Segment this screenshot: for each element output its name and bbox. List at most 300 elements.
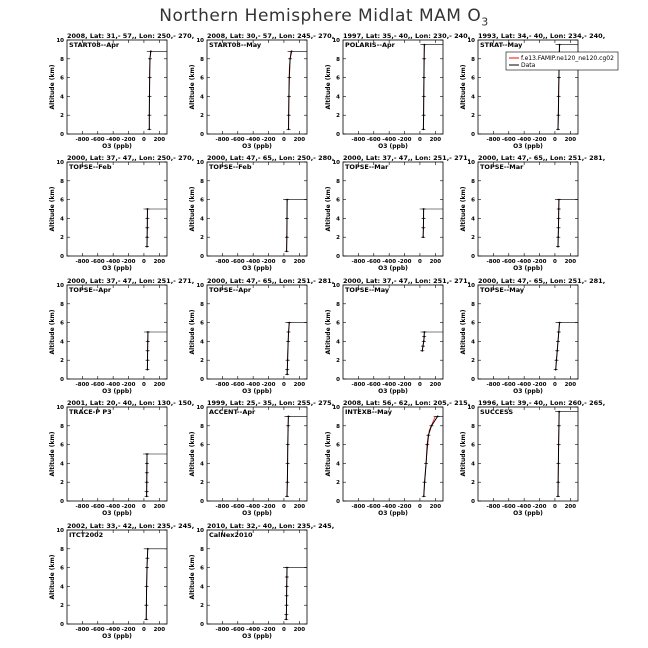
y-tick-label: 8 xyxy=(471,178,475,185)
data-point xyxy=(423,114,425,116)
data-point xyxy=(149,58,151,60)
figure-title: Northern Hemisphere Midlat MAM $O_3$ xyxy=(159,6,489,29)
y-axis-label: Altitude (km) xyxy=(189,431,196,477)
data-point xyxy=(286,481,288,483)
x-tick-label: -400 xyxy=(382,259,397,265)
x-tick-label: 0 xyxy=(142,137,146,143)
x-tick-label: 200 xyxy=(293,137,306,143)
y-tick-label: 4 xyxy=(471,461,475,468)
y-tick-label: 0 xyxy=(471,254,475,260)
x-tick-label: -200 xyxy=(397,382,412,388)
x-tick-label: -800 xyxy=(75,504,90,510)
y-axis-label: Altitude (km) xyxy=(189,309,196,355)
y-tick-label: 0 xyxy=(200,622,204,628)
data-point xyxy=(422,236,424,238)
x-tick-label: 0 xyxy=(282,259,286,265)
x-tick-label: -400 xyxy=(517,259,532,265)
y-tick-label: 6 xyxy=(60,442,64,449)
y-tick-label: 6 xyxy=(471,442,475,449)
x-tick-label: -800 xyxy=(215,627,230,633)
data-point xyxy=(145,618,147,620)
x-tick-label: -200 xyxy=(532,259,547,265)
x-tick-label: -200 xyxy=(121,382,136,388)
y-tick-label: 2 xyxy=(336,480,340,487)
x-tick-label: -400 xyxy=(246,382,261,388)
panel-header: 1996, Lat: 39,- 40,, Lon: 260,- 265, xyxy=(478,399,606,407)
panel-campaign-label: START08--Apr xyxy=(69,41,120,49)
data-point xyxy=(146,567,148,569)
data-point xyxy=(423,58,425,60)
data-point xyxy=(423,77,425,79)
y-tick-label: 8 xyxy=(200,301,204,308)
x-tick-label: -800 xyxy=(215,137,230,143)
x-tick-label: -600 xyxy=(366,504,381,510)
y-axis-label: Altitude (km) xyxy=(49,554,56,600)
y-tick-label: 4 xyxy=(336,461,340,468)
data-point xyxy=(558,425,560,427)
panel-header: 1999, Lat: 25,- 35,, Lon: 255,- 275, xyxy=(207,399,335,407)
data-point xyxy=(288,77,290,79)
data-point xyxy=(147,359,149,361)
x-tick-label: -400 xyxy=(106,259,121,265)
data-series-line xyxy=(286,568,287,620)
panel-frame xyxy=(478,162,578,256)
x-tick-label: 200 xyxy=(153,259,166,265)
y-axis-label: Altitude (km) xyxy=(189,186,196,232)
x-axis-label: O3 (ppb) xyxy=(513,265,543,272)
data-point xyxy=(557,114,559,116)
y-tick-label: 10 xyxy=(196,160,204,166)
x-tick-label: -800 xyxy=(486,137,501,143)
panel-header: 1993, Lat: 34,- 40,, Lon: 234,- 240, xyxy=(478,32,606,40)
y-tick-label: 8 xyxy=(336,178,340,185)
y-tick-label: 2 xyxy=(200,603,204,610)
x-tick-label: -600 xyxy=(90,627,105,633)
data-series-line xyxy=(423,45,424,130)
x-tick-label: -600 xyxy=(366,259,381,265)
data-point xyxy=(556,350,558,352)
y-tick-label: 2 xyxy=(200,358,204,365)
y-tick-label: 0 xyxy=(60,499,64,505)
data-point xyxy=(285,614,287,616)
y-tick-label: 8 xyxy=(336,301,340,308)
x-axis-label: O3 (ppb) xyxy=(102,388,132,395)
data-series-line xyxy=(289,51,292,129)
y-tick-label: 10 xyxy=(196,405,204,411)
x-tick-label: -600 xyxy=(230,382,245,388)
data-point xyxy=(558,331,560,333)
x-tick-label: -400 xyxy=(246,627,261,633)
panel-frame xyxy=(67,530,167,624)
x-tick-label: -600 xyxy=(501,382,516,388)
x-tick-label: -200 xyxy=(261,259,276,265)
x-axis-label: O3 (ppb) xyxy=(378,265,408,272)
x-tick-label: -400 xyxy=(517,504,532,510)
y-tick-label: 4 xyxy=(471,216,475,223)
y-tick-label: 6 xyxy=(471,75,475,82)
x-tick-label: 200 xyxy=(564,137,577,143)
data-point xyxy=(431,425,433,427)
y-tick-label: 6 xyxy=(200,197,204,204)
panel-frame xyxy=(478,407,578,501)
data-point xyxy=(287,463,289,465)
data-point xyxy=(423,96,425,98)
y-tick-label: 2 xyxy=(200,235,204,242)
x-axis-label: O3 (ppb) xyxy=(242,143,272,150)
x-tick-label: 200 xyxy=(429,504,442,510)
panel-header: 2001, Lat: 20,- 40,, Lon: 130,- 150, xyxy=(67,399,195,407)
y-tick-label: 2 xyxy=(60,358,64,365)
x-tick-label: 200 xyxy=(153,382,166,388)
y-tick-label: 10 xyxy=(332,160,340,166)
y-tick-label: 10 xyxy=(332,38,340,44)
y-axis-label: Altitude (km) xyxy=(49,186,56,232)
x-tick-label: 200 xyxy=(153,137,166,143)
data-point xyxy=(286,576,288,578)
y-axis-label: Altitude (km) xyxy=(460,309,467,355)
panel-campaign-label: TOPSE--May xyxy=(480,286,525,294)
y-tick-label: 10 xyxy=(467,38,475,44)
y-tick-label: 0 xyxy=(60,254,64,260)
y-axis-label: Altitude (km) xyxy=(49,431,56,477)
panel-campaign-label: TOPSE--Feb xyxy=(69,163,112,171)
y-tick-label: 6 xyxy=(471,320,475,327)
y-tick-label: 2 xyxy=(471,113,475,120)
y-tick-label: 8 xyxy=(60,178,64,185)
y-tick-label: 6 xyxy=(200,565,204,572)
data-point xyxy=(287,359,289,361)
data-point xyxy=(288,114,290,116)
y-tick-label: 2 xyxy=(200,480,204,487)
y-axis-label: Altitude (km) xyxy=(325,186,332,232)
data-point xyxy=(286,236,288,238)
panel-header: 2000, Lat: 37,- 47,, Lon: 251,- 271, xyxy=(343,154,471,162)
x-tick-label: 0 xyxy=(142,259,146,265)
panel-campaign-label: POLARIS--Apr xyxy=(345,41,395,49)
y-tick-label: 0 xyxy=(471,132,475,138)
data-point xyxy=(557,495,559,497)
data-point xyxy=(286,495,288,497)
x-tick-label: 0 xyxy=(553,137,557,143)
x-tick-label: -800 xyxy=(215,259,230,265)
x-tick-label: -200 xyxy=(121,504,136,510)
data-point xyxy=(147,341,149,343)
x-tick-label: -400 xyxy=(246,259,261,265)
y-tick-label: 8 xyxy=(60,56,64,63)
panel-campaign-label: START08--May xyxy=(209,41,262,49)
x-tick-label: -800 xyxy=(486,504,501,510)
x-tick-label: -200 xyxy=(261,382,276,388)
y-tick-label: 4 xyxy=(60,216,64,223)
panel-campaign-label: TOPSE--Apr xyxy=(209,286,252,294)
data-point xyxy=(422,345,424,347)
x-tick-label: 0 xyxy=(142,627,146,633)
y-tick-label: 0 xyxy=(471,377,475,383)
x-tick-label: -800 xyxy=(486,382,501,388)
x-tick-label: -800 xyxy=(351,504,366,510)
x-tick-label: -600 xyxy=(230,504,245,510)
y-tick-label: 4 xyxy=(200,339,204,346)
data-series-line xyxy=(287,200,288,252)
x-tick-label: 0 xyxy=(282,627,286,633)
panel-campaign-label: TRACE-P P3 xyxy=(69,408,112,416)
data-point xyxy=(286,595,288,597)
y-axis-label: Altitude (km) xyxy=(460,431,467,477)
x-tick-label: -400 xyxy=(106,137,121,143)
x-tick-label: 200 xyxy=(429,382,442,388)
x-tick-label: 0 xyxy=(418,382,422,388)
panel-header: 2000, Lat: 47,- 65,, Lon: 250,- 280, xyxy=(207,154,335,162)
y-tick-label: 2 xyxy=(336,113,340,120)
x-tick-label: -600 xyxy=(501,137,516,143)
data-point xyxy=(425,463,427,465)
x-tick-label: 200 xyxy=(153,504,166,510)
y-tick-label: 6 xyxy=(336,320,340,327)
x-tick-label: -400 xyxy=(382,137,397,143)
x-tick-label: -200 xyxy=(532,137,547,143)
y-tick-label: 4 xyxy=(60,461,64,468)
y-tick-label: 10 xyxy=(332,405,340,411)
data-series-line xyxy=(556,323,560,370)
x-tick-label: -200 xyxy=(121,627,136,633)
data-point xyxy=(557,236,559,238)
y-tick-label: 8 xyxy=(200,546,204,553)
panel-frame xyxy=(207,530,307,624)
x-tick-label: 200 xyxy=(429,137,442,143)
y-tick-label: 0 xyxy=(336,254,340,260)
y-tick-label: 2 xyxy=(60,603,64,610)
data-point xyxy=(558,77,560,79)
x-tick-label: 0 xyxy=(418,259,422,265)
data-point xyxy=(285,618,287,620)
y-tick-label: 8 xyxy=(200,178,204,185)
data-point xyxy=(287,444,289,446)
data-point xyxy=(146,586,148,588)
y-tick-label: 6 xyxy=(200,75,204,82)
y-tick-label: 4 xyxy=(200,216,204,223)
data-point xyxy=(421,350,423,352)
y-tick-label: 10 xyxy=(467,283,475,289)
x-tick-label: 200 xyxy=(429,259,442,265)
x-tick-label: 200 xyxy=(293,259,306,265)
data-point xyxy=(558,208,560,210)
data-point xyxy=(146,369,148,371)
x-tick-label: -600 xyxy=(230,137,245,143)
data-point xyxy=(286,604,288,606)
x-tick-label: -200 xyxy=(532,504,547,510)
data-point xyxy=(426,444,428,446)
data-point xyxy=(557,341,559,343)
x-tick-label: -600 xyxy=(501,504,516,510)
x-tick-label: -600 xyxy=(90,137,105,143)
x-tick-label: 0 xyxy=(282,504,286,510)
y-tick-label: 0 xyxy=(336,132,340,138)
x-tick-label: -400 xyxy=(106,382,121,388)
y-tick-label: 6 xyxy=(336,442,340,449)
x-tick-label: -800 xyxy=(75,259,90,265)
x-tick-label: 0 xyxy=(553,382,557,388)
panel-campaign-label: STRAT--May xyxy=(480,41,523,49)
data-point xyxy=(558,227,560,229)
x-axis-label: O3 (ppb) xyxy=(242,265,272,272)
data-point xyxy=(289,58,291,60)
x-tick-label: -200 xyxy=(261,137,276,143)
x-tick-label: -400 xyxy=(246,137,261,143)
panel-campaign-label: TOPSE--Feb xyxy=(209,163,252,171)
x-tick-label: -600 xyxy=(90,382,105,388)
y-tick-label: 0 xyxy=(200,132,204,138)
legend-model-label: f.e13.FAMIP.ne120_ne120.cg02 xyxy=(521,55,614,62)
y-tick-label: 10 xyxy=(196,283,204,289)
y-tick-label: 6 xyxy=(336,75,340,82)
x-tick-label: 0 xyxy=(142,382,146,388)
x-tick-label: 0 xyxy=(553,259,557,265)
data-point xyxy=(286,218,288,220)
y-tick-label: 4 xyxy=(60,339,64,346)
y-axis-label: Altitude (km) xyxy=(460,64,467,110)
panel-campaign-label: TOPSE--May xyxy=(345,286,390,294)
data-point xyxy=(146,481,148,483)
y-tick-label: 2 xyxy=(471,358,475,365)
y-tick-label: 8 xyxy=(60,546,64,553)
x-tick-label: -600 xyxy=(90,259,105,265)
data-point xyxy=(148,128,150,130)
data-series-line xyxy=(149,51,151,129)
data-point xyxy=(423,341,425,343)
data-point xyxy=(146,236,148,238)
x-tick-label: -200 xyxy=(121,137,136,143)
x-axis-label: O3 (ppb) xyxy=(378,510,408,517)
x-tick-label: -400 xyxy=(106,627,121,633)
panel-campaign-label: ITCT2002 xyxy=(69,531,104,539)
y-tick-label: 6 xyxy=(200,320,204,327)
y-tick-label: 10 xyxy=(56,38,64,44)
data-point xyxy=(147,350,149,352)
data-point xyxy=(424,481,426,483)
data-point xyxy=(286,369,288,371)
y-tick-label: 4 xyxy=(471,94,475,101)
x-tick-label: 200 xyxy=(293,382,306,388)
x-tick-label: 0 xyxy=(418,137,422,143)
data-point xyxy=(423,218,425,220)
panel-header: 2010, Lat: 32,- 40,, Lon: 235,- 245, xyxy=(207,522,335,530)
y-tick-label: 10 xyxy=(56,528,64,534)
panel-frame xyxy=(207,162,307,256)
x-tick-label: -400 xyxy=(382,382,397,388)
x-tick-label: 200 xyxy=(293,504,306,510)
panel-frame xyxy=(67,40,167,134)
panel-frame xyxy=(478,285,578,379)
x-tick-label: -600 xyxy=(90,504,105,510)
data-point xyxy=(287,341,289,343)
x-tick-label: -800 xyxy=(486,259,501,265)
model-series-line xyxy=(424,416,436,496)
x-axis-label: O3 (ppb) xyxy=(242,388,272,395)
x-axis-label: O3 (ppb) xyxy=(378,388,408,395)
y-tick-label: 2 xyxy=(336,358,340,365)
x-tick-label: 0 xyxy=(282,137,286,143)
y-tick-label: 8 xyxy=(471,423,475,430)
data-point xyxy=(558,96,560,98)
data-point xyxy=(149,77,151,79)
panel-header: 2000, Lat: 47,- 65,, Lon: 251,- 281, xyxy=(478,154,606,162)
x-tick-label: 0 xyxy=(282,382,286,388)
panel-header: 2000, Lat: 47,- 65,, Lon: 251,- 281, xyxy=(207,277,335,285)
x-tick-label: -800 xyxy=(351,382,366,388)
y-tick-label: 2 xyxy=(471,235,475,242)
y-tick-label: 4 xyxy=(336,216,340,223)
panel-header: 2008, Lat: 31,- 57,, Lon: 250,- 270, xyxy=(67,32,195,40)
x-axis-label: O3 (ppb) xyxy=(513,143,543,150)
panel-campaign-label: TOPSE--Apr xyxy=(69,286,112,294)
y-tick-label: 0 xyxy=(200,499,204,505)
x-axis-label: O3 (ppb) xyxy=(513,388,543,395)
y-tick-label: 2 xyxy=(60,235,64,242)
data-point xyxy=(146,472,148,474)
data-point xyxy=(558,444,560,446)
data-point xyxy=(287,425,289,427)
data-point xyxy=(149,96,151,98)
x-tick-label: -200 xyxy=(397,259,412,265)
y-tick-label: 0 xyxy=(60,622,64,628)
x-axis-label: O3 (ppb) xyxy=(513,510,543,517)
x-axis-label: O3 (ppb) xyxy=(102,265,132,272)
data-point xyxy=(146,227,148,229)
y-tick-label: 4 xyxy=(200,94,204,101)
x-tick-label: -400 xyxy=(106,504,121,510)
panel-frame xyxy=(343,40,443,134)
panel-header: 2008, Lat: 56,- 62,, Lon: 205,- 215, xyxy=(343,399,471,407)
data-series-line xyxy=(424,416,438,496)
y-tick-label: 8 xyxy=(60,301,64,308)
x-tick-label: -600 xyxy=(366,382,381,388)
x-tick-label: -600 xyxy=(366,137,381,143)
data-point xyxy=(423,495,425,497)
x-tick-label: 200 xyxy=(564,259,577,265)
data-point xyxy=(146,246,148,248)
x-tick-label: -800 xyxy=(351,259,366,265)
y-tick-label: 6 xyxy=(200,442,204,449)
x-tick-label: -600 xyxy=(230,259,245,265)
y-axis-label: Altitude (km) xyxy=(49,309,56,355)
data-point xyxy=(557,463,559,465)
x-tick-label: -400 xyxy=(246,504,261,510)
panel-header: 2000, Lat: 37,- 47,, Lon: 251,- 271, xyxy=(67,277,195,285)
data-point xyxy=(148,114,150,116)
data-point xyxy=(145,604,147,606)
y-tick-label: 4 xyxy=(336,94,340,101)
panel-campaign-label: TOPSE--Mar xyxy=(480,163,524,171)
y-axis-label: Altitude (km) xyxy=(460,186,467,232)
panel-campaign-label: SUCCESS xyxy=(480,408,514,416)
x-tick-label: -400 xyxy=(517,137,532,143)
y-tick-label: 8 xyxy=(60,423,64,430)
x-tick-label: -200 xyxy=(261,504,276,510)
data-point xyxy=(422,227,424,229)
y-axis-label: Altitude (km) xyxy=(325,431,332,477)
x-tick-label: 0 xyxy=(418,504,422,510)
y-tick-label: 10 xyxy=(467,405,475,411)
data-series-line xyxy=(287,323,289,375)
y-tick-label: 4 xyxy=(60,584,64,591)
y-tick-label: 6 xyxy=(471,197,475,204)
y-axis-label: Altitude (km) xyxy=(189,554,196,600)
panel-campaign-label: ACCENT--Apr xyxy=(209,408,256,416)
data-series-line xyxy=(558,200,559,247)
panel-header: 2008, Lat: 30,- 57,, Lon: 245,- 270, xyxy=(207,32,335,40)
y-tick-label: 0 xyxy=(336,499,340,505)
data-point xyxy=(288,331,290,333)
